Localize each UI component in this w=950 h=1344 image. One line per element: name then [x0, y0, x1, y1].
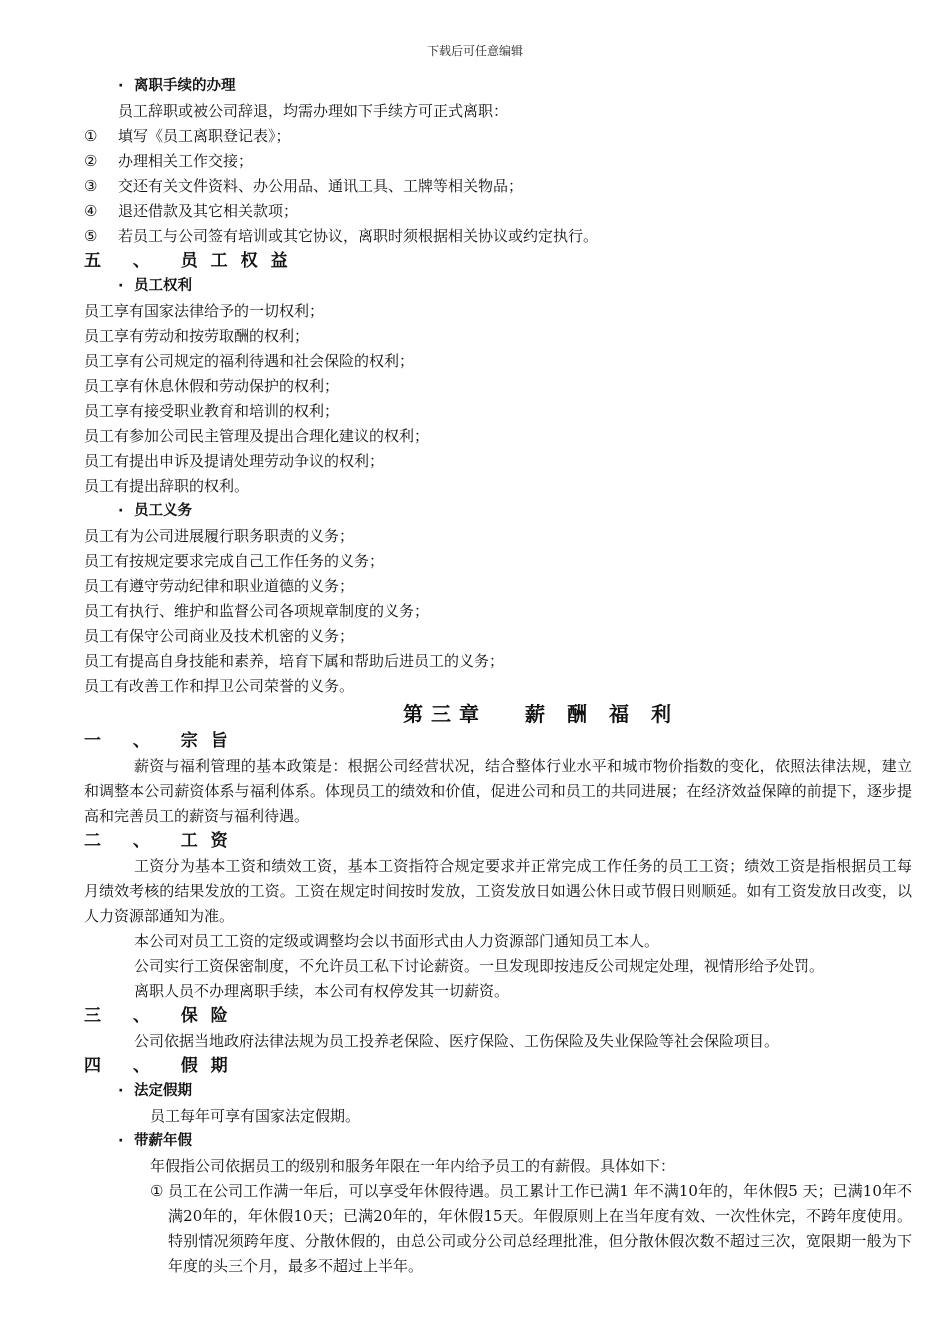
section-title: 员工权益 — [180, 251, 301, 271]
section-number: 四 、 — [84, 1056, 163, 1076]
section-heading — [84, 829, 912, 854]
list-item: 员工享有休息休假和劳动保护的权利； — [84, 377, 340, 395]
item-text: 交还有关文件资料、办公用品、通讯工具、工牌等相关物品； — [118, 177, 524, 195]
subsection-title: 离职手续的办理 — [134, 78, 236, 94]
item-text: 填写《员工离职登记表》； — [118, 127, 291, 145]
subsection-heading — [84, 274, 912, 299]
item-text: 退还借款及其它相关款项； — [118, 202, 299, 220]
section-heading — [84, 1054, 912, 1079]
paragraph: 本公司对员工工资的定级或调整均会以书面形式由人力资源部门通知员工本人。 — [134, 932, 660, 950]
item-text: 若员工与公司签有培训或其它协议，离职时须根据相关协议或约定执行。 — [118, 227, 599, 245]
bullet-icon: · — [118, 278, 124, 294]
list-item — [84, 224, 912, 249]
list-item: 员工有改善工作和捍卫公司荣誉的义务。 — [84, 677, 355, 695]
section-number: 三 、 — [84, 1006, 163, 1026]
chapter-heading — [84, 699, 912, 729]
subsection-heading — [84, 499, 912, 524]
section-title: 假期 — [180, 1056, 241, 1076]
paragraph: 员工每年可享有国家法定假期。 — [150, 1107, 361, 1125]
list-item — [84, 199, 912, 224]
paragraph: 薪资与福利管理的基本政策是：根据公司经营状况，结合整体行业水平和城市物价指数的变化，依照法律法规，建立和调整本公司薪资体系与福利体系。体现员工的绩效和价值，促进公司和员工的共同进展；在经济效益保障的前提下，逐步提高和完善员工的薪资与福利待遇。 — [84, 757, 912, 825]
item-number: ⑤ — [84, 227, 98, 245]
section-title: 保险 — [180, 1006, 241, 1026]
section-heading — [84, 249, 912, 274]
list-item: 员工享有国家法律给予的一切权利； — [84, 302, 325, 320]
list-item — [84, 149, 912, 174]
subsection-heading — [84, 1079, 912, 1104]
item-number: ① — [84, 127, 98, 145]
paragraph: 公司实行工资保密制度，不允许员工私下讨论薪资。一旦发现即按违反公司规定处理，视情形给予处罚。 — [134, 957, 825, 975]
paragraph: 公司依据当地政府法律法规为员工投养老保险、医疗保险、工伤保险及失业保险等社会保险项目。 — [134, 1032, 780, 1050]
list-item: 员工有保守公司商业及技术机密的义务； — [84, 627, 355, 645]
section-title: 宗旨 — [180, 731, 241, 751]
section-number: 二 、 — [84, 831, 163, 851]
paragraph: 年假指公司依据员工的级别和服务年限在一年内给予员工的有薪假。具体如下： — [150, 1157, 676, 1175]
list-item: 员工享有接受职业教育和培训的权利； — [84, 402, 340, 420]
section-number: 一 、 — [84, 731, 163, 751]
chapter-title: 薪酬福利 — [525, 702, 693, 726]
section-heading — [84, 1004, 912, 1029]
list-item: 员工有提出申诉及提请处理劳动争议的权利； — [84, 452, 385, 470]
list-item: 员工有参加公司民主管理及提出合理化建议的权利； — [84, 427, 430, 445]
subsection-heading — [84, 1129, 912, 1154]
paragraph: 员工辞职或被公司辞退，均需办理如下手续方可正式离职： — [118, 102, 509, 120]
list-item: 员工有按规定要求完成自己工作任务的义务； — [84, 552, 385, 570]
subsection-title: 员工权利 — [134, 278, 192, 294]
item-text: 办理相关工作交接； — [118, 152, 254, 170]
list-item: 员工享有劳动和按劳取酬的权利； — [84, 327, 310, 345]
page-header: 下载后可任意编辑 — [426, 44, 523, 58]
item-number: ④ — [84, 202, 98, 220]
list-item: 员工有提出辞职的权利。 — [84, 477, 250, 495]
bullet-icon: · — [118, 503, 124, 519]
list-item — [84, 1179, 912, 1279]
bullet-icon: · — [118, 1133, 124, 1149]
paragraph: 离职人员不办理离职手续，本公司有权停发其一切薪资。 — [134, 982, 510, 1000]
item-number: ③ — [84, 177, 98, 195]
subsection-title: 带薪年假 — [134, 1133, 192, 1149]
paragraph: 工资分为基本工资和绩效工资，基本工资指符合规定要求并正常完成工作任务的员工工资；绩效工资是指根据员工每月绩效考核的结果发放的工资。工资在规定时间按时发放，工资发放日如遇公休日或节假日则顺延。如有工资发放日改变，以人力资源部通知为准。 — [84, 857, 912, 925]
list-item: 员工有执行、维护和监督公司各项规章制度的义务； — [84, 602, 430, 620]
section-heading — [84, 729, 912, 754]
list-item — [84, 124, 912, 149]
section-number: 五 、 — [84, 251, 163, 271]
subsection-title: 法定假期 — [134, 1083, 192, 1099]
section-title: 工资 — [180, 831, 241, 851]
subsection-title: 员工义务 — [134, 503, 192, 519]
item-number: ① — [150, 1182, 164, 1200]
list-item: 员工有提高自身技能和素养，培育下属和帮助后进员工的义务； — [84, 652, 505, 670]
list-item: 员工享有公司规定的福利待遇和社会保险的权利； — [84, 352, 415, 370]
list-item: 员工有遵守劳动纪律和职业道德的义务； — [84, 577, 355, 595]
bullet-icon: · — [118, 78, 124, 94]
document-body — [84, 74, 912, 1279]
item-text: 员工在公司工作满一年后，可以享受年休假待遇。员工累计工作已满1 年不满10年的，年休假5 天；已满10年不满20年的，年休假10天；已满20年的，年休假15天。年假原则上在当年度有效、一次性休完，不跨年度使用。特别情况须跨年度、分散休假的，由总公司或分公司总经理批准，但分散休假次数不超过三次，宽限期一般为下年度的头三个月，最多不超过上半年。 — [168, 1182, 912, 1275]
subsection-heading — [84, 74, 912, 99]
chapter-label: 第三章 — [403, 702, 487, 726]
item-number: ② — [84, 152, 98, 170]
bullet-icon: · — [118, 1083, 124, 1099]
list-item — [84, 174, 912, 199]
list-item: 员工有为公司进展履行职务职责的义务； — [84, 527, 355, 545]
